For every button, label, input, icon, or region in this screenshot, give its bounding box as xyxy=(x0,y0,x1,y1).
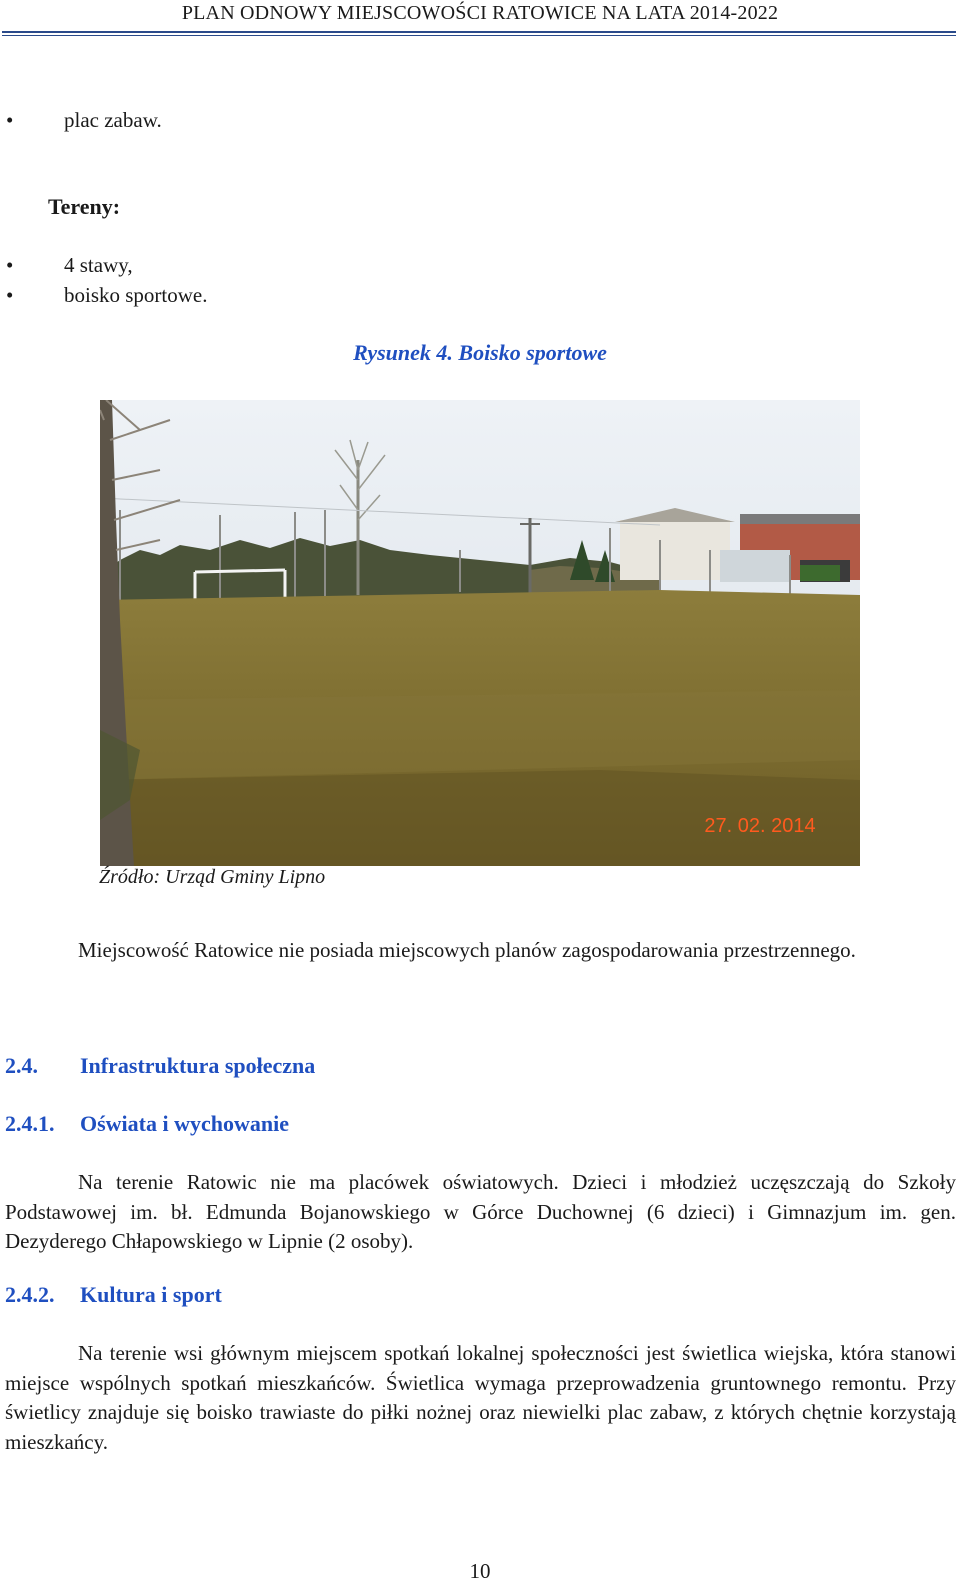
section-heading-2-4: 2.4. Infrastruktura społeczna xyxy=(5,1053,316,1078)
paragraph-education: Na terenie Ratowic nie ma placówek oświatowych. Dzieci i młodzież uczęszczają do Szkoły Podstawowej im. bł. Edmunda Bojanowskiego w Górce Duchownej (6 dzieci) i Gimnazjum im. gen. Dezyderego Chłapowskiego w Lipnie (2 osoby). xyxy=(5,1170,956,1253)
sports-field-photo xyxy=(100,400,860,866)
section-heading-2-4-2: 2.4.2. Kultura i sport xyxy=(5,1282,222,1307)
bullet-icon: • xyxy=(6,253,14,277)
page-header-title: PLAN ODNOWY MIEJSCOWOŚCI RATOWICE NA LATA 2014-2022 xyxy=(181,2,779,24)
paragraph-planning: Miejscowość Ratowice nie posiada miejscowych planów zagospodarowania przestrzennego. xyxy=(78,938,856,962)
bullet-icon: • xyxy=(6,283,14,307)
section-heading-2-4-1: 2.4.1. Oświata i wychowanie xyxy=(5,1111,289,1136)
figure-source: Źródło: Urząd Gminy Lipno xyxy=(99,866,326,888)
terrain-label: Tereny: xyxy=(48,194,121,219)
paragraph-culture: Na terenie wsi głównym miejscem spotkań lokalnej społeczności jest świetlica wiejska, która stanowi miejsce wspólnych spotkań mieszkańców. Świetlica wymaga przeprowadzenia gruntownego remontu. Przy świetlicy znajduje się boisko trawiaste do piłki nożnej oraz niewielki plac zabaw, z których chętnie korzystają mieszkańcy. xyxy=(5,1341,956,1454)
figure-caption: Rysunek 4. Boisko sportowe xyxy=(353,340,607,365)
header-rule-thin xyxy=(2,35,956,36)
photo-date-stamp: 27. 02. 2014 xyxy=(704,815,816,837)
page-number: 10 xyxy=(469,1559,491,1583)
bullet-icon: • xyxy=(6,108,14,132)
header-rule xyxy=(2,31,956,33)
